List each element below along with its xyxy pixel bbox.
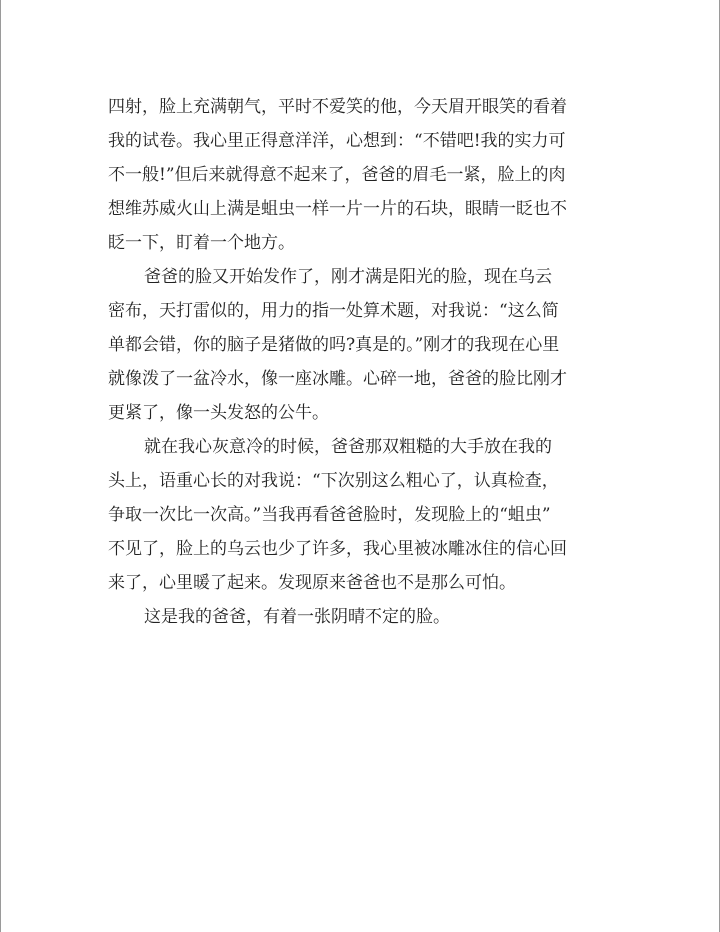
text-line: 这是我的爸爸，有着一张阴晴不定的脸。 [144, 607, 450, 627]
text-line: 就像泼了一盆冷水，像一座冰雕。心碎一地，爸爸的脸比刚才 [108, 369, 567, 389]
text-line: 想维苏威火山上满是蛆虫一样一片一片的石块，眼睛一眨也不 [108, 199, 567, 219]
document-body [108, 90, 618, 634]
text-line: 不见了，脸上的乌云也少了许多，我心里被冰雕冰住的信心回 [108, 539, 567, 559]
page-left-border [0, 0, 1, 932]
text-line: 争取一次比一次高。”当我再看爸爸脸时，发现脸上的“蛆虫” [108, 505, 551, 525]
text-line: 来了，心里暖了起来。发现原来爸爸也不是那么可怕。 [108, 573, 516, 593]
text-line: 更紧了，像一头发怒的公牛。 [108, 403, 329, 423]
paragraph-1 [108, 90, 618, 260]
text-line: 爸爸的脸又开始发作了，刚才满是阳光的脸，现在乌云 [144, 267, 552, 287]
paragraph-4 [108, 600, 618, 634]
text-line: 就在我心灰意冷的时候，爸爸那双粗糙的大手放在我的 [144, 437, 552, 457]
text-line: 不一般!”但后来就得意不起来了，爸爸的眉毛一紧，脸上的肉 [108, 165, 566, 185]
paragraph-2 [108, 260, 618, 430]
text-line: 四射，脸上充满朝气，平时不爱笑的他，今天眉开眼笑的看着 [108, 97, 567, 117]
text-line: 头上，语重心长的对我说：“下次别这么粗心了，认真检查， [108, 471, 559, 491]
text-line: 密布，天打雷似的，用力的指一处算术题，对我说：“这么简 [108, 301, 559, 321]
paragraph-3 [108, 430, 618, 600]
text-line: 我的试卷。我心里正得意洋洋，心想到：“不错吧!我的实力可 [108, 131, 566, 151]
text-line: 眨一下，盯着一个地方。 [108, 233, 295, 253]
text-line: 单都会错，你的脑子是猪做的吗?真是的。”刚才的我现在心里 [108, 335, 560, 355]
